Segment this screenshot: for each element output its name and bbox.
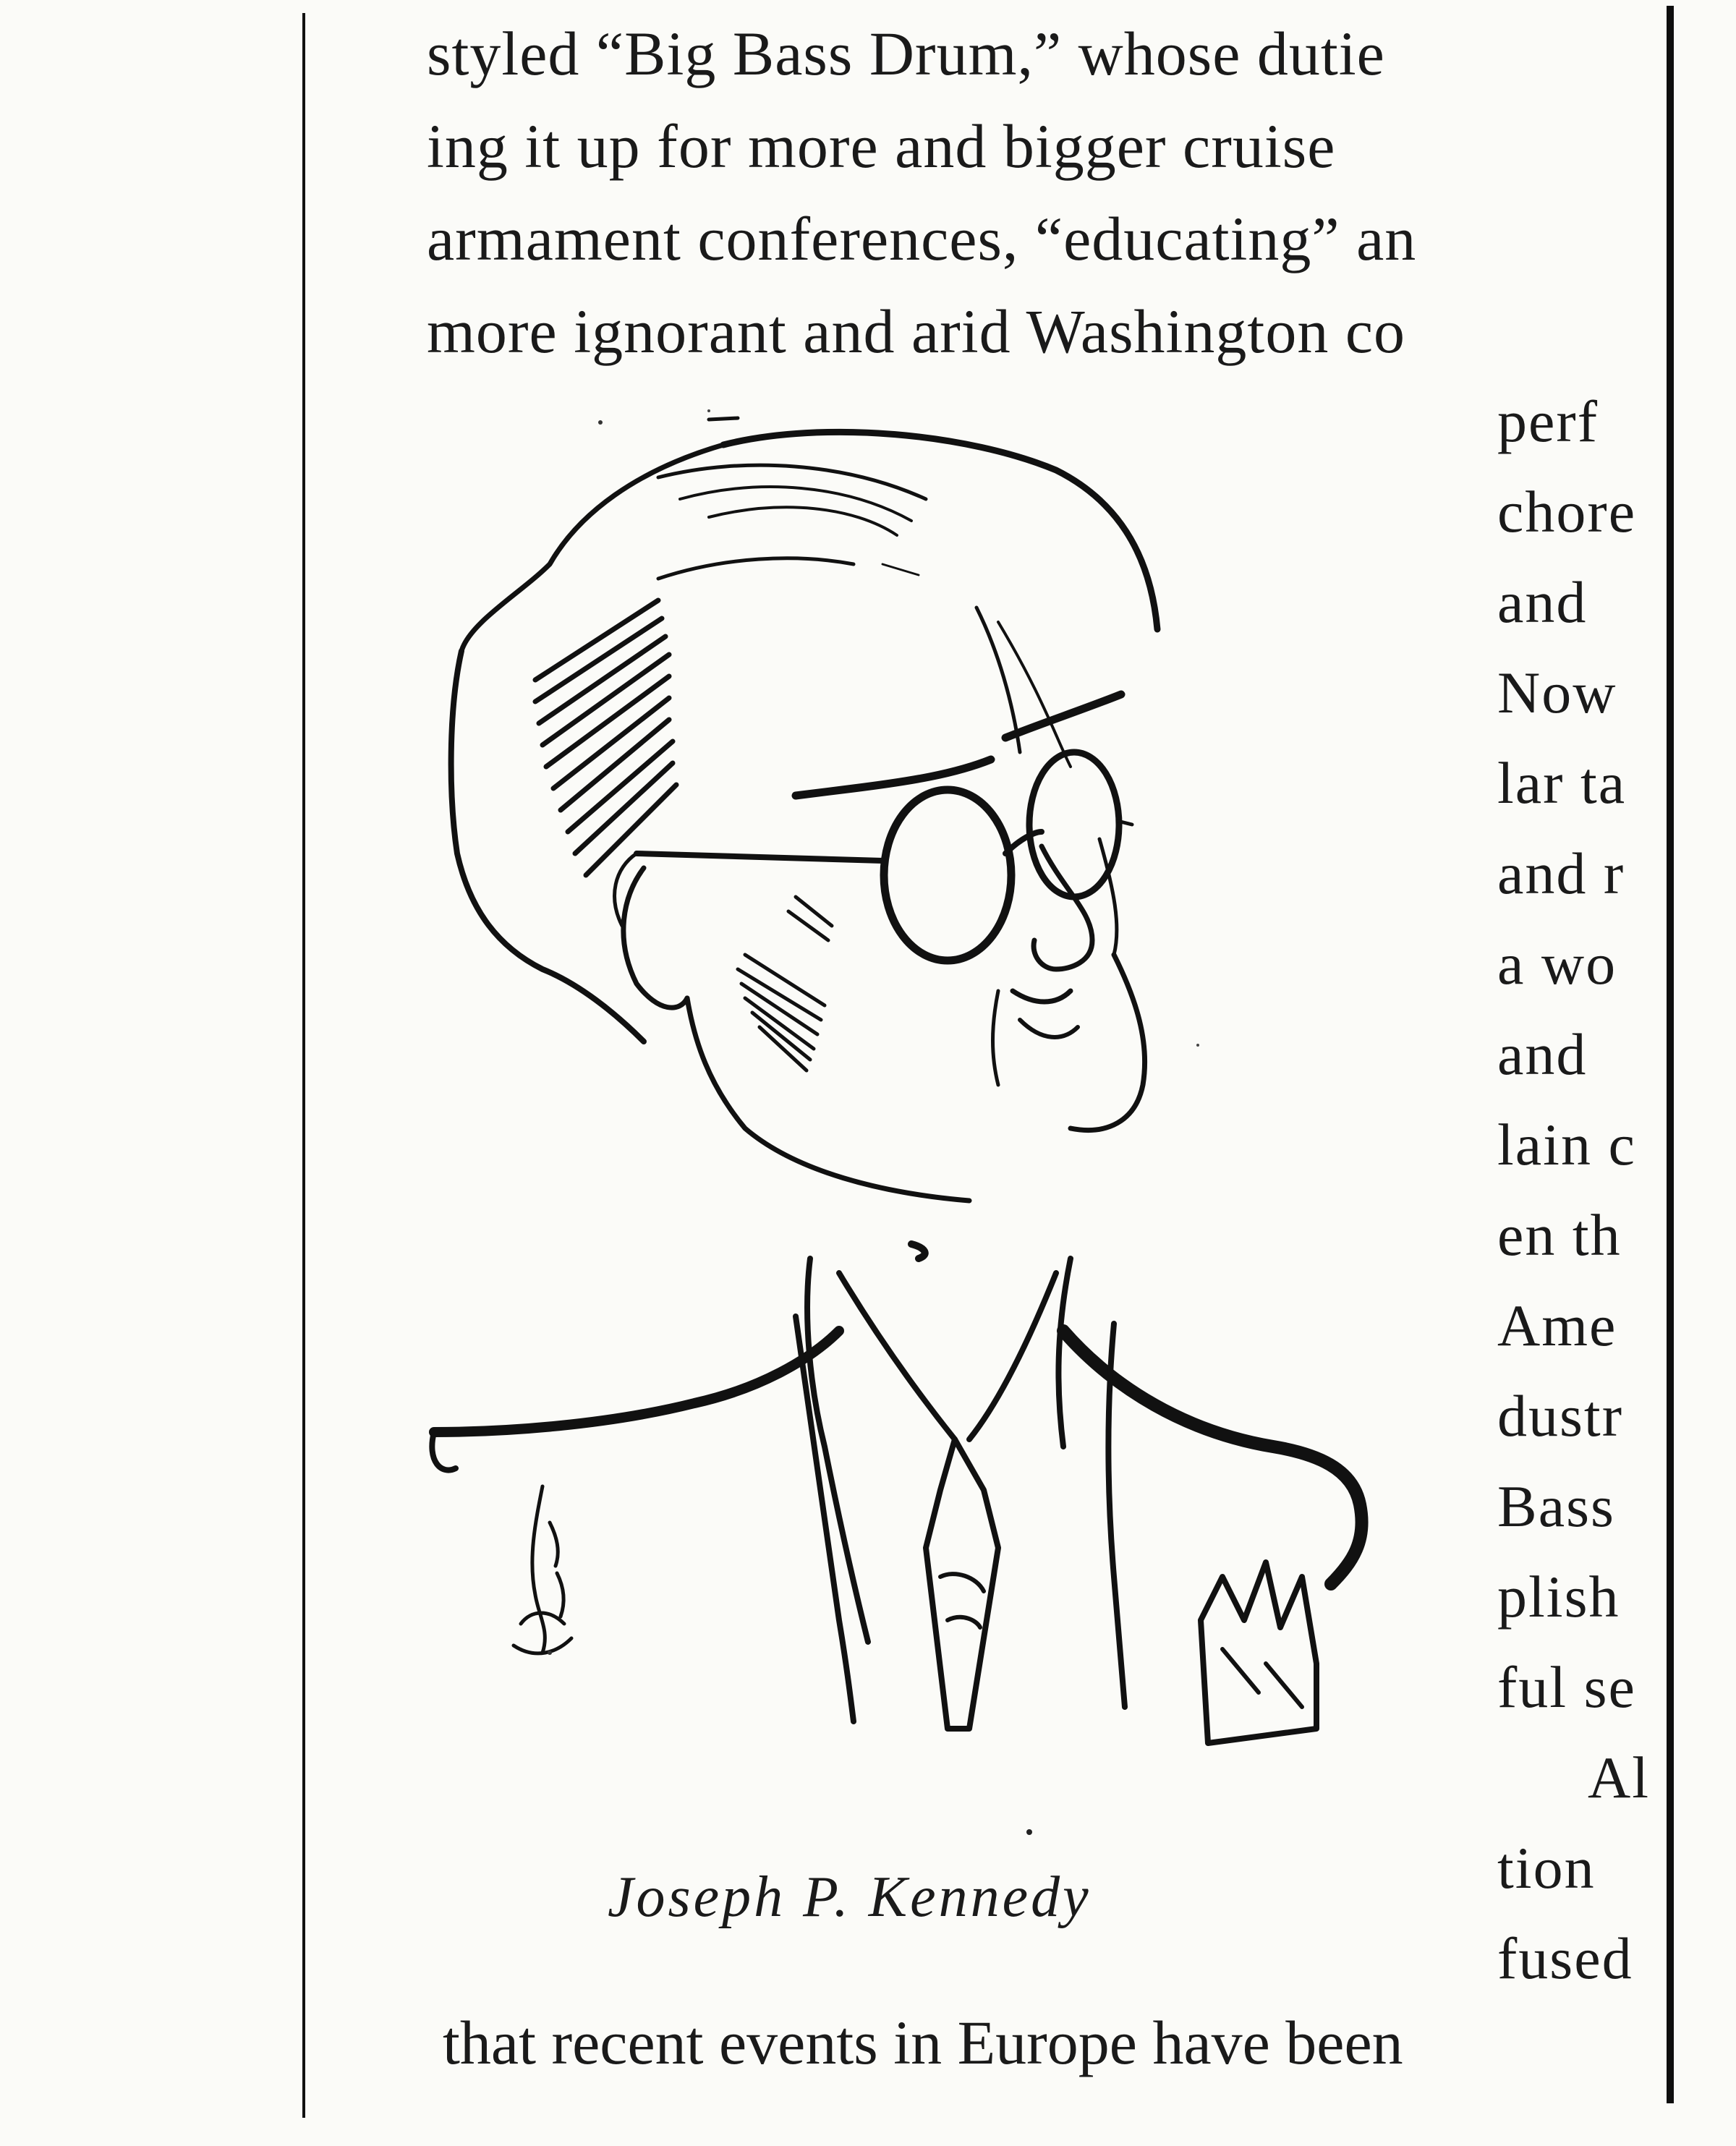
column-line: and bbox=[1497, 569, 1588, 635]
column-line: lar ta bbox=[1497, 750, 1627, 816]
column-line: Bass bbox=[1497, 1473, 1615, 1539]
column-line: ful se bbox=[1497, 1654, 1636, 1720]
article-line: that recent events in Europe have been bbox=[443, 2008, 1403, 2077]
article-line: ing it up for more and bigger cruise bbox=[427, 111, 1336, 181]
column-line: and r bbox=[1497, 840, 1625, 906]
article-bottom-text bbox=[443, 1996, 1667, 2089]
column-line: lain c bbox=[1497, 1112, 1636, 1178]
illustration-caption: Joseph P. Kennedy bbox=[608, 1865, 1092, 1929]
left-column-rule bbox=[302, 13, 305, 2118]
column-line: perf bbox=[1497, 388, 1599, 454]
column-line: dustr bbox=[1497, 1383, 1623, 1449]
column-line: fused bbox=[1497, 1925, 1633, 1991]
article-right-column bbox=[1497, 376, 1667, 2004]
artist-signature bbox=[499, 1479, 586, 1682]
article-top-text bbox=[427, 14, 1667, 378]
column-line: tion bbox=[1497, 1835, 1596, 1901]
column-line: en th bbox=[1497, 1202, 1622, 1268]
article-line: more ignorant and arid Washington co bbox=[427, 297, 1406, 366]
column-line: Al bbox=[1588, 1745, 1650, 1810]
column-line: chore bbox=[1497, 479, 1637, 545]
right-edge-rule bbox=[1667, 6, 1674, 2103]
column-line: plish bbox=[1497, 1564, 1620, 1630]
column-line: Ame bbox=[1497, 1293, 1617, 1358]
article-line: styled “Big Bass Drum,” whose dutie bbox=[427, 19, 1385, 88]
column-line: Now bbox=[1497, 660, 1617, 725]
article-line: armament conferences, “educating” an bbox=[427, 204, 1417, 273]
column-line: a wo bbox=[1497, 931, 1617, 997]
column-line: and bbox=[1497, 1021, 1588, 1087]
